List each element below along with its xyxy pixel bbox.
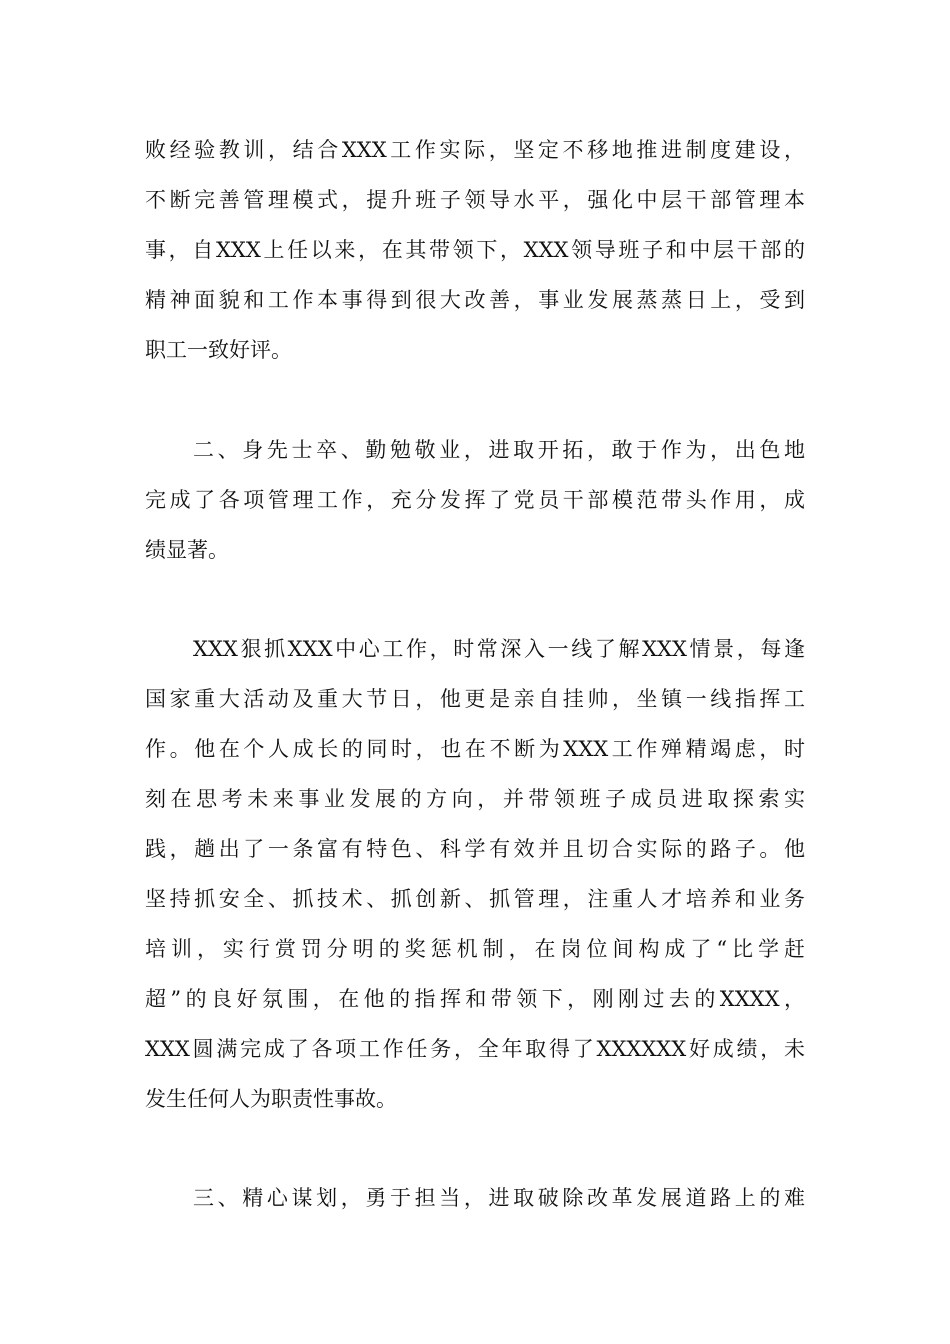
paragraph-1-line-5: 职工一致好评。 [145,338,292,362]
paragraph-3-line-9: XXX圆满完成了各项工作任务，全年取得了XXXXXX好成绩，未 [145,1037,805,1061]
paragraph-3-line-2: 国家重大活动及重大节日，他更是亲自挂帅，坐镇一线指挥工 [145,687,805,711]
paragraph-1-line-1: 败经验教训，结合XXX工作实际，坚定不移地推进制度建设， [145,138,805,162]
paragraph-3-line-3: 作。他在个人成长的同时，也在不断为XXX工作殚精竭虑，时 [145,737,805,761]
paragraph-2-line-1: 二、身先士卒、勤勉敬业，进取开拓，敢于作为，出色地 [193,438,805,462]
paragraph-3-line-4: 刻在思考未来事业发展的方向，并带领班子成员进取探索实 [145,787,805,811]
paragraph-1-line-2: 不断完善管理模式，提升班子领导水平，强化中层干部管理本 [145,188,805,212]
paragraph-3-line-6: 坚持抓安全、抓技术、抓创新、抓管理，注重人才培养和业务 [145,887,805,911]
paragraph-3-line-8: 超”的良好氛围，在他的指挥和带领下，刚刚过去的XXXX， [145,987,805,1011]
paragraph-3-line-5: 践，趟出了一条富有特色、科学有效并且切合实际的路子。他 [145,837,805,861]
paragraph-1-line-4: 精神面貌和工作本事得到很大改善，事业发展蒸蒸日上，受到 [145,288,805,312]
paragraph-3-line-10: 发生任何人为职责性事故。 [145,1087,397,1111]
paragraph-3-line-7: 培训，实行赏罚分明的奖惩机制，在岗位间构成了“比学赶 [145,937,805,961]
paragraph-1-line-3: 事，自XXX上任以来，在其带领下，XXX领导班子和中层干部的 [145,238,805,262]
paragraph-3-line-1: XXX狠抓XXX中心工作，时常深入一线了解XXX情景，每逢 [193,637,805,661]
paragraph-2-line-3: 绩显著。 [145,538,229,562]
paragraph-4-line-1: 三、精心谋划，勇于担当，进取破除改革发展道路上的难 [193,1186,805,1210]
paragraph-2-line-2: 完成了各项管理工作，充分发挥了党员干部模范带头作用，成 [145,488,805,512]
